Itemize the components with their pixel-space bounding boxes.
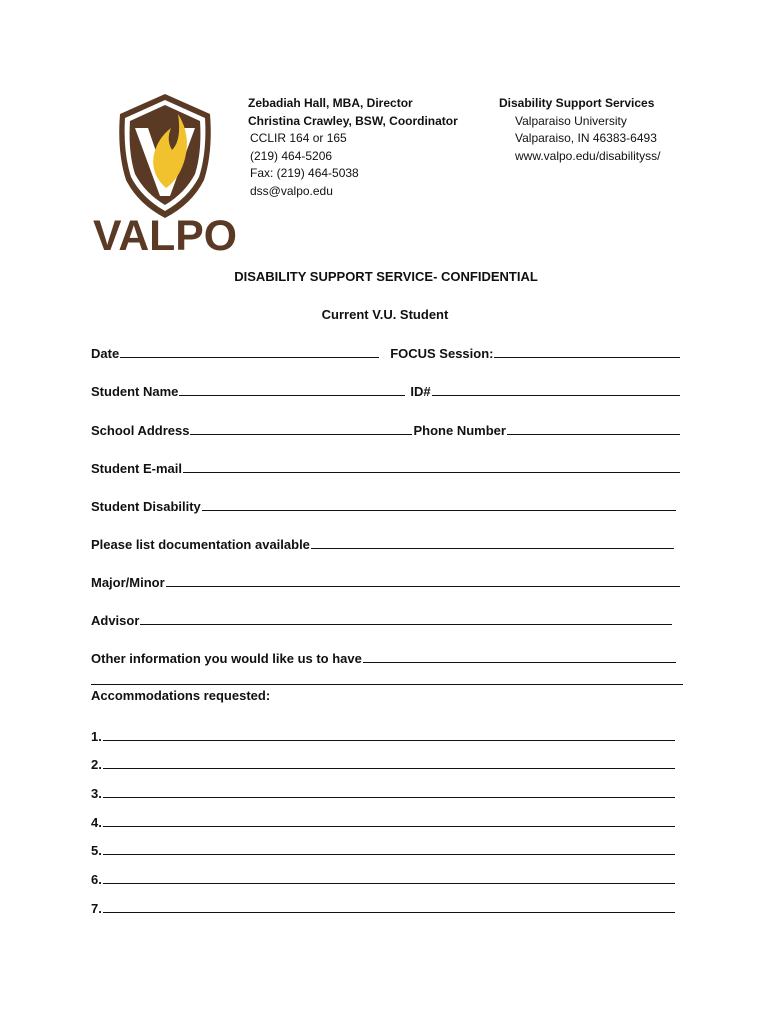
accommodation-row-7 — [91, 896, 675, 916]
student-name-input-line[interactable] — [179, 394, 405, 396]
accommodation-input-line[interactable] — [103, 883, 675, 884]
other-info-input-line[interactable] — [363, 661, 676, 663]
valpo-logo — [92, 92, 238, 254]
accommodation-row-2 — [91, 752, 675, 772]
id-label: ID# — [410, 384, 431, 399]
accommodation-number: 6. — [91, 872, 102, 887]
fax: Fax: (219) 464-5038 — [250, 166, 359, 180]
documentation-input-line[interactable] — [311, 547, 674, 549]
accommodation-input-line[interactable] — [103, 740, 675, 741]
logo-wordmark: VALPO — [93, 212, 237, 254]
other-info-continuation-line[interactable] — [91, 684, 683, 685]
contact-left — [248, 95, 458, 200]
row-address-phone — [91, 418, 681, 438]
website: www.valpo.edu/disabilityss/ — [515, 148, 661, 163]
school-address-label: School Address — [91, 423, 190, 438]
major-minor-input-line[interactable] — [166, 585, 680, 587]
accommodation-row-5 — [91, 838, 675, 858]
student-disability-input-line[interactable] — [202, 509, 676, 511]
accommodation-row-3 — [91, 781, 675, 801]
city-state-zip: Valparaiso, IN 46383-6493 — [515, 131, 657, 145]
form-title: DISABILITY SUPPORT SERVICE- CONFIDENTIAL — [234, 269, 538, 284]
documentation-label: Please list documentation available — [91, 537, 310, 552]
accommodation-input-line[interactable] — [103, 826, 675, 827]
school-address-input-line[interactable] — [190, 433, 412, 435]
accommodation-number: 5. — [91, 843, 102, 858]
phone-number-input-line[interactable] — [507, 433, 680, 435]
accommodation-input-line[interactable] — [103, 797, 675, 798]
student-email-label: Student E-mail — [91, 461, 183, 476]
accommodation-input-line[interactable] — [103, 912, 675, 913]
student-disability-label: Student Disability — [91, 499, 201, 514]
email: dss@valpo.edu — [250, 183, 333, 198]
row-disability — [91, 494, 677, 514]
accommodation-number: 3. — [91, 786, 102, 801]
accommodation-number: 1. — [91, 729, 102, 744]
other-info-label: Other information you would like us to have — [91, 651, 362, 666]
accommodation-row-6 — [91, 867, 675, 887]
date-label: Date — [91, 346, 120, 361]
accommodation-row-4 — [91, 810, 675, 830]
accommodations-label: Accommodations requested: — [91, 688, 271, 703]
form-subtitle: Current V.U. Student — [321, 307, 449, 322]
student-name-label: Student Name — [91, 384, 179, 399]
accommodation-number: 4. — [91, 815, 102, 830]
advisor-label: Advisor — [91, 613, 140, 628]
focus-session-label: FOCUS Session: — [390, 346, 494, 361]
student-email-input-line[interactable] — [183, 471, 680, 473]
accommodation-input-line[interactable] — [103, 854, 675, 855]
university-name: Valparaiso University — [515, 113, 627, 128]
id-input-line[interactable] — [432, 394, 680, 396]
coordinator-name: Christina Crawley, BSW, Coordinator — [248, 113, 458, 128]
office-location: CCLIR 164 or 165 — [250, 131, 347, 145]
phone: (219) 464-5206 — [250, 148, 333, 163]
row-date-focus — [91, 341, 681, 361]
date-input-line[interactable] — [120, 356, 379, 358]
accommodation-row-1 — [91, 724, 675, 744]
row-other-info — [91, 646, 677, 666]
advisor-input-line[interactable] — [140, 623, 672, 625]
department-name: Disability Support Services — [499, 96, 655, 110]
row-email — [91, 456, 681, 476]
row-name-id — [91, 379, 681, 399]
accommodation-number: 2. — [91, 757, 102, 772]
major-minor-label: Major/Minor — [91, 575, 165, 590]
accommodation-input-line[interactable] — [103, 768, 675, 769]
focus-session-input-line[interactable] — [494, 356, 680, 358]
row-major-minor — [91, 570, 681, 590]
accommodation-number: 7. — [91, 901, 102, 916]
row-documentation — [91, 532, 675, 552]
director-name: Zebadiah Hall, MBA, Director — [248, 96, 413, 110]
phone-number-label: Phone Number — [413, 423, 506, 438]
row-advisor — [91, 608, 673, 628]
contact-right — [499, 95, 660, 165]
